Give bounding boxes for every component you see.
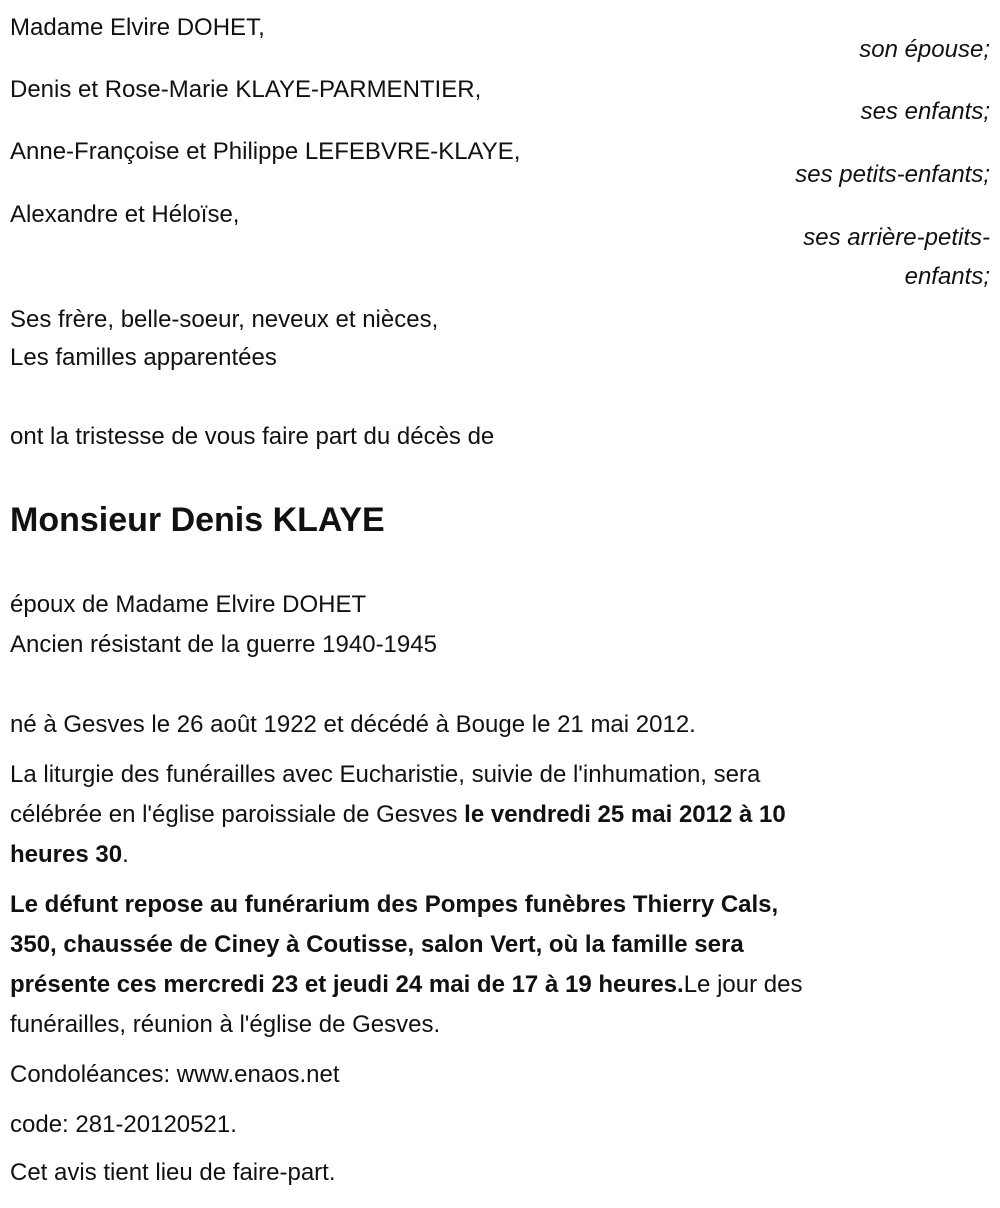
closing-note: Cet avis tient lieu de faire-part. — [10, 1159, 336, 1186]
liturgy-text-part: célébrée en l'église paroissiale de Gesves — [10, 801, 465, 828]
liturgy-date: le vendredi 25 mai 2012 à 10 — [464, 801, 786, 828]
liturgy-text — [10, 800, 786, 830]
family-relation: son épouse; — [859, 36, 990, 63]
family-member-name: Alexandre et Héloïse, — [10, 201, 240, 228]
liturgy-text-part: . — [122, 841, 129, 868]
visitation-text: Le défunt repose au funérarium des Pompes funèbres Thierry Cals, — [10, 891, 779, 918]
birth-death: né à Gesves le 26 août 1922 et décédé à Bouge le 21 mai 2012. — [10, 711, 696, 738]
deceased-detail: Ancien résistant de la guerre 1940-1945 — [10, 631, 437, 658]
condolences: Condoléances: www.enaos.net — [10, 1061, 340, 1088]
code: code: 281-20120521. — [10, 1111, 237, 1138]
family-relation: ses enfants; — [860, 98, 990, 125]
visitation-text: funérailles, réunion à l'église de Gesves. — [10, 1011, 441, 1038]
other-relatives: Ses frère, belle-soeur, neveux et nièces, — [10, 306, 439, 333]
visitation-text — [10, 970, 802, 1000]
family-relation: enfants; — [904, 263, 990, 290]
family-member-name: Madame Elvire DOHET, — [10, 14, 265, 41]
deceased-name: Monsieur Denis KLAYE — [10, 501, 385, 539]
family-relation: ses petits-enfants; — [795, 161, 990, 188]
visitation-text: 350, chaussée de Ciney à Coutisse, salon Vert, où la famille sera — [10, 931, 744, 958]
family-relation: ses arrière-petits- — [803, 224, 990, 251]
announcement: ont la tristesse de vous faire part du décès de — [10, 423, 495, 450]
liturgy-text: La liturgie des funérailles avec Eucharistie, suivie de l'inhumation, sera — [10, 761, 761, 788]
family-member-name: Anne-Françoise et Philippe LEFEBVRE-KLAYE, — [10, 138, 521, 165]
liturgy-time: heures 30 — [10, 841, 123, 868]
other-relatives: Les familles apparentées — [10, 344, 277, 371]
visitation-hours: présente ces mercredi 23 et jeudi 24 mai de 17 à 19 heures. — [10, 971, 684, 998]
liturgy-text — [10, 840, 129, 870]
deceased-detail: époux de Madame Elvire DOHET — [10, 591, 367, 618]
family-member-name: Denis et Rose-Marie KLAYE-PARMENTIER, — [10, 76, 482, 103]
visitation-text-part: Le jour des — [683, 971, 803, 998]
